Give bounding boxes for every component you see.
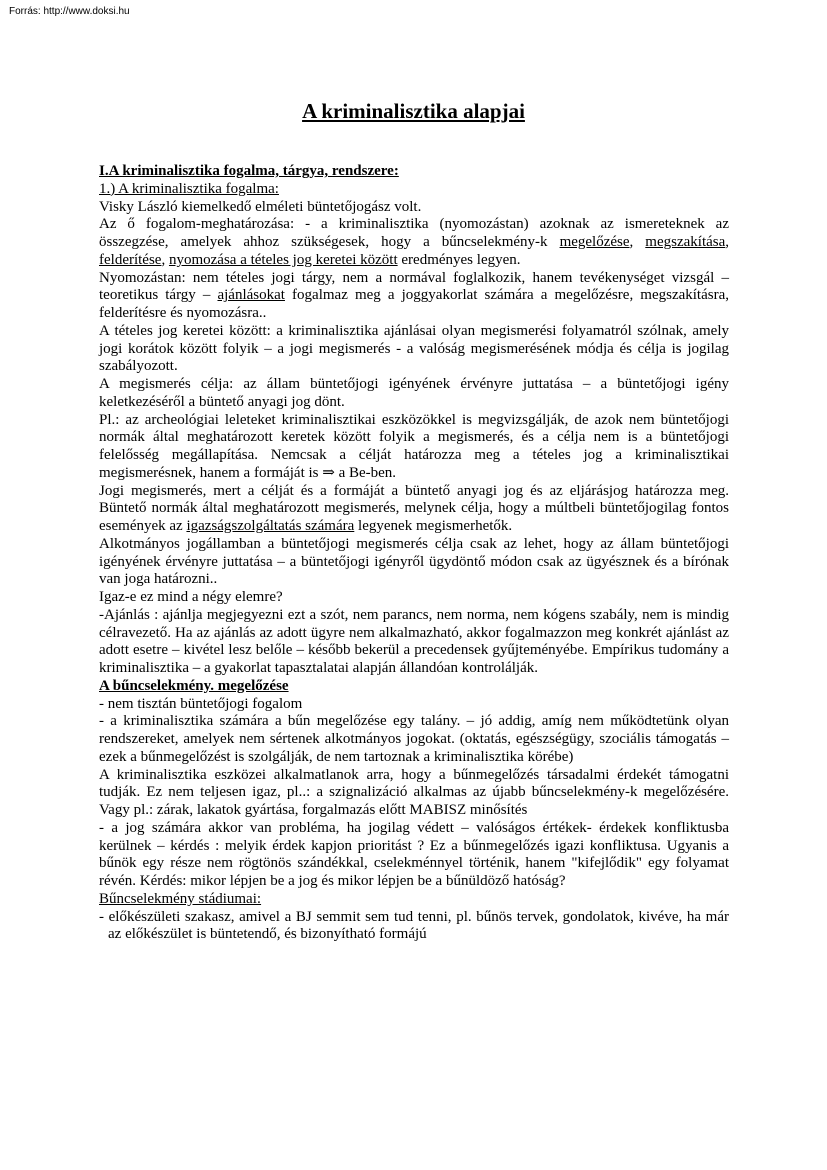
underlined-term: megszakítása (645, 234, 726, 250)
paragraph: - a kriminalisztika számára a bűn megelőzése egy talány. – jó addig, amíg nem működtetünk olyan rendszereket, amelyek nem sértenek alkotmányos jogokat. (oktatás, egészségügy, szociális támogatás – ezek a bűnmegelőzést is szolgálják, de nem tartoznak a kriminalisztika körébe) (99, 713, 729, 765)
paragraph: Alkotmányos jogállamban a büntetőjogi megismerés célja csak az lehet, hogy az állam büntetőjogi igényének érvényre juttatása – a büntetőjogi igényről ügydöntő módon csak az ügyésznek és a bírónak van joga határozni.. (99, 535, 729, 588)
text-span: Nyomozástan: nem tételes jogi tárgy, nem a normával foglalkozik, hanem tevékenységet vizsgál – teoretikus tárgy – (99, 269, 729, 304)
text-span: , (161, 251, 169, 268)
subsection-heading: 1.) A kriminalisztika fogalma: (99, 180, 279, 197)
paragraph: A kriminalisztika eszközei alkalmatlanok arra, hogy a bűnmegelőzés társadalmi érdekét támogatni tudják. Ez nem teljesen igaz, pl..: a szignalizáció alkalmas az újabb bűncselekmény-k megelőzésére. Vagy pl.: zárak, lakatok gyártása, forgalmazás előtt MABISZ minősítés (99, 766, 729, 818)
paragraph: - nem tisztán büntetőjogi fogalom (99, 695, 303, 712)
subsection-heading: Bűncselekmény stádiumai: (99, 890, 262, 907)
text-span: , (629, 234, 646, 250)
paragraph: Igaz-e ez mind a négy elemre? (99, 589, 283, 605)
paragraph: Pl.: az archeológiai leleteket kriminalisztikai eszközökkel is megvizsgálják, de azok nem büntetőjogi normák által meghatározott keretek között folyik a megismerés, és a célja nem is a büntetőjogi felelősség megállapítása. Nemcsak a célját határozza meg a tételes jog a kriminalisztikai megismerésnek, hanem a formáját is ⇒ a Be-ben. (99, 411, 729, 481)
text-span: Jogi megismerés, mert a célját és a formáját a büntető anyagi jog és az eljárásjog határozza meg. Büntető normák által meghatározott megismerés, melynek célja, hogy a múltbeli büntetőjogilag fontos események az (99, 482, 729, 534)
paragraph: A tételes jog keretei között: a kriminalisztika ajánlásai olyan megismerési folyamatról szólnak, amely jogi korátok között folyik – a jogi megismerés - a valóság megismerésének módja és célja is jogilag szabályozott. (99, 322, 729, 375)
section-heading: A bűncselekmény. megelőzése (99, 677, 289, 694)
underlined-term: felderítése (99, 251, 162, 268)
underlined-term: megelőzése (559, 234, 630, 250)
paragraph: A megismerés célja: az állam büntetőjogi igényének érvényre juttatása – a büntetőjogi igény keletkezéséről a büntető anyagi jog dönt. (99, 376, 729, 410)
list-item: - előkészületi szakasz, amivel a BJ semmit sem tud tenni, pl. bűnös tervek, gondolatok, kivéve, ha már az előkészület is büntetendő, és bizonyítható formájú (99, 908, 729, 943)
section-heading: I.A kriminalisztika fogalma, tárgya, rendszere: (99, 163, 399, 179)
text-span: fogalmaz meg a joggyakorlat számára a megelőzésre, megszakításra, felderítésre és nyomozásra.. (99, 287, 730, 321)
paragraph (99, 270, 729, 323)
underlined-term: igazságszolgáltatás számára (186, 518, 355, 534)
paragraph (99, 216, 729, 269)
text-span: eredményes legyen. (397, 251, 521, 268)
underlined-term: ajánlásokat (217, 287, 285, 304)
paragraph: -Ajánlás : ajánlja megjegyezni ezt a szót, nem parancs, nem norma, nem kógens szabály, nem is mindig célravezető. Ha az ajánlás az adott ügyre nem alkalmazható, akkor fogalmazzon meg konkrét ajánlást az adott esetre – kivétel lesz belőle – később bekerül a precedensek gyűjteményébe. Empírikus tudomány a kriminalisztika – a gyakorlat tapasztalatai alapján állandóan kontrolálják. (99, 606, 729, 676)
paragraph: Visky László kiemelkedő elméleti büntetőjogász volt. (99, 198, 422, 215)
page-title: A kriminalisztika alapjai (302, 99, 525, 123)
paragraph: - a jog számára akkor van probléma, ha jogilag védett – valóságos értékek- érdekek konfliktusba kerülnek – kérdés : melyik érdek kapjon prioritást ? Ez a bűnmegelőzés igazi konfliktusa. Ugyanis a bűnök egy része nem rögtönös szándékkal, cselekménnyel történik, hanem "kifejlődik" egy folyamat révén. Kérdés: mikor lépjen be a jog és mikor lépjen be a bűnüldöző hatóság? (99, 819, 729, 889)
text-span: , (725, 234, 730, 250)
text-span: legyenek megismerhetők. (354, 518, 513, 534)
document-body (99, 163, 729, 944)
text-span: Az ő fogalom-meghatározása: - a kriminalisztika (nyomozástan) azoknak az ismereteknek az összegzése, amelyek ahhoz szükségesek, hogy a bűncselekmény-k (99, 216, 729, 250)
paragraph (99, 483, 729, 536)
underlined-term: nyomozása a tételes jog keretei között (168, 251, 398, 268)
source-note: Forrás: http://www.doksi.hu (9, 6, 130, 17)
